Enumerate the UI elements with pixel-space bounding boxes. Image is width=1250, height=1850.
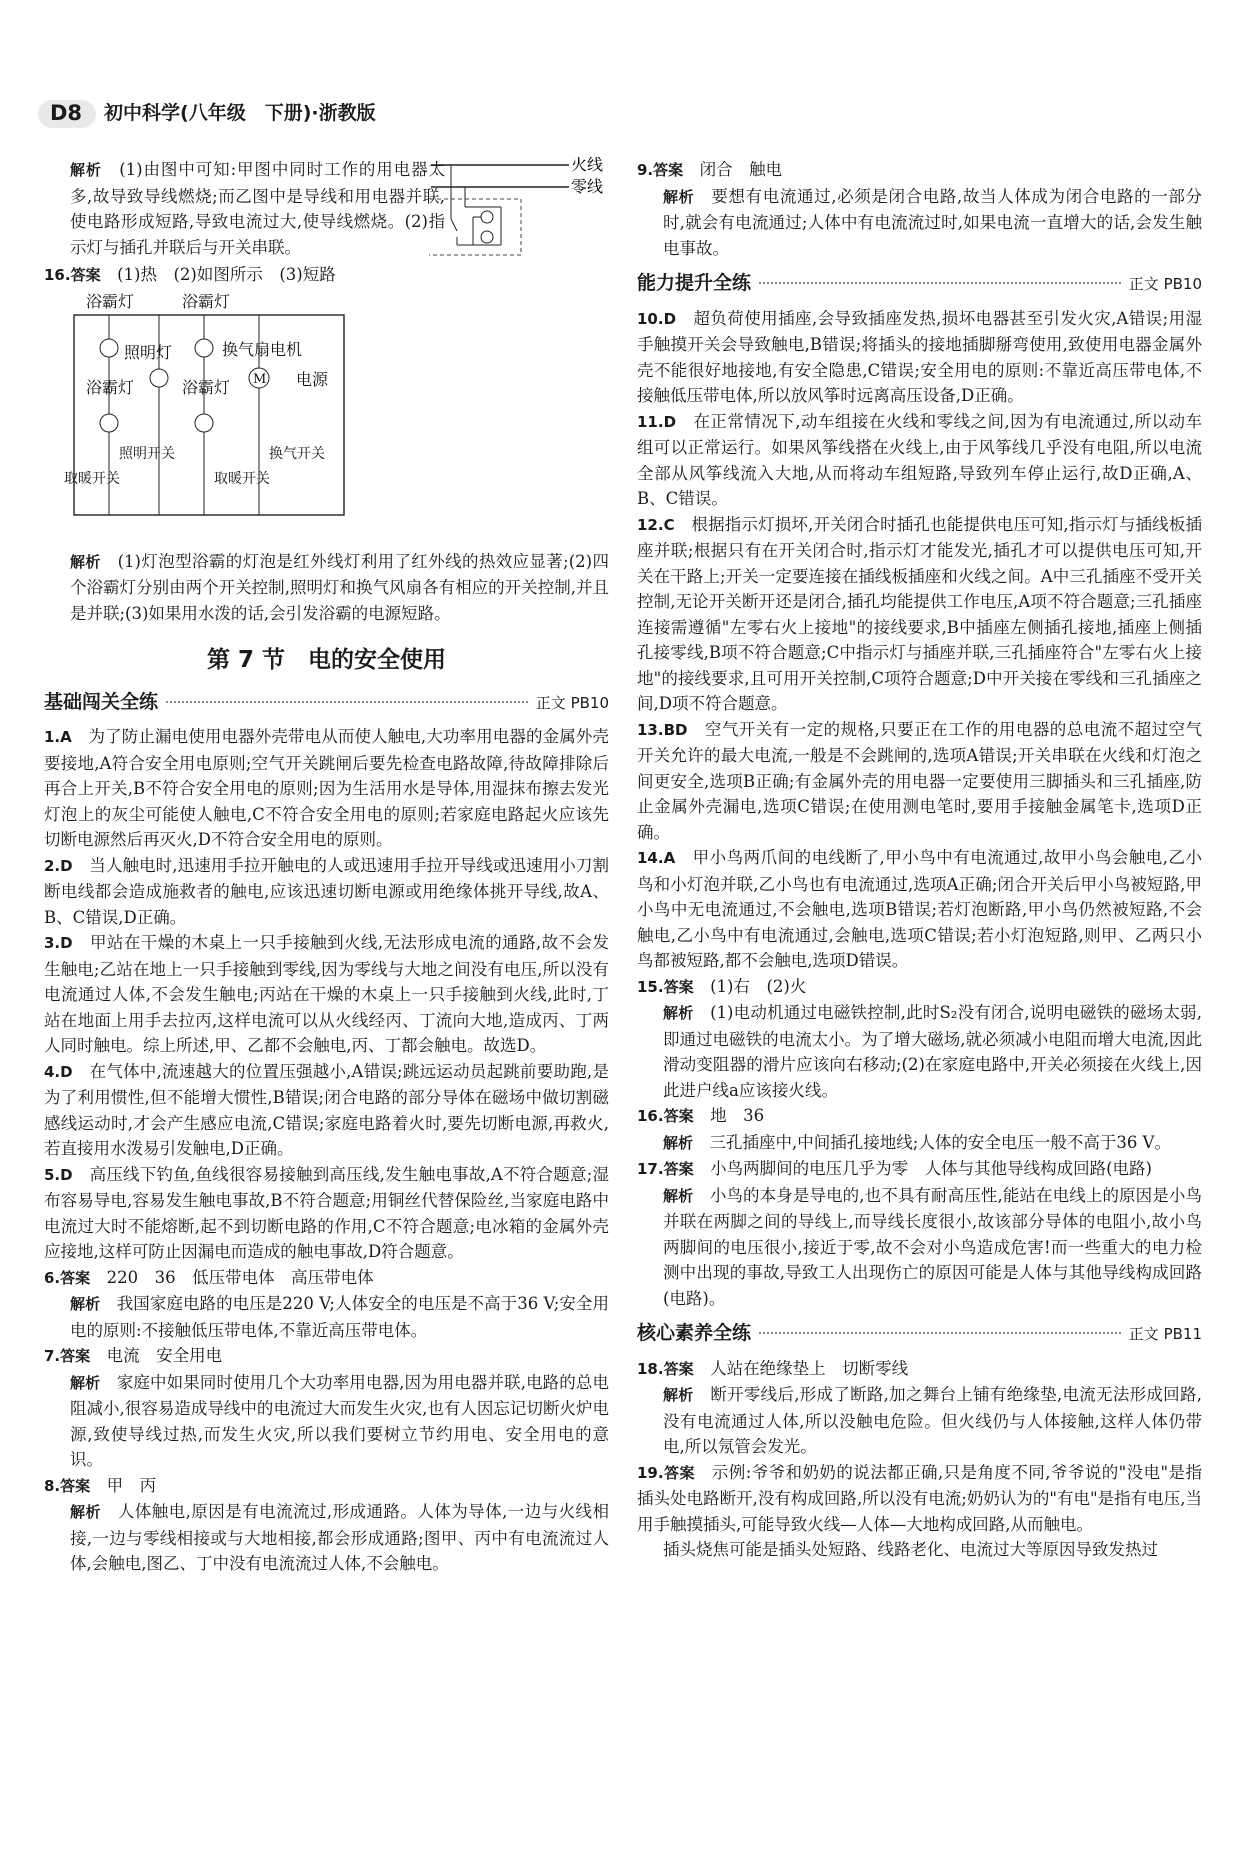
q16r-explanation: 解析 三孔插座中,中间插孔接地线;人体的安全电压一般不高于36 V。 [663, 1132, 1171, 1152]
q7-explanation: 解析 家庭中如果同时使用几个大功率用电器,因为用电器并联,电路的总电阻减小,很容易造成导线中的电流过大而发生火灾,也有人因忘记切断火炉电源,致使导线过热,而发生火灾,所以我们要树立节约用电、安全用电的意识。 [70, 1372, 609, 1469]
page-number: D8 [38, 100, 96, 128]
q15-answer: 15.答案 (1)右 (2)火 [637, 976, 807, 996]
fan-switch-label: 换气开关 [269, 445, 325, 462]
bath-lamp-2 [100, 414, 118, 432]
q18-answer: 18.答案 人站在绝缘垫上 切断零线 [637, 1358, 909, 1378]
q16r-answer: 16.答案 地 36 [637, 1106, 765, 1125]
bath-lamp-3 [195, 339, 213, 357]
bath-heater-circuit-diagram [64, 293, 364, 543]
heating-switch-2-label: 取暖开关 [214, 470, 270, 487]
q17-answer: 17.答案 小鸟两脚间的电压几乎为零 人体与其他导线构成回路(电路) [637, 1159, 1152, 1178]
q6-answer: 6.答案 220 36 低压带电体 高压带电体 [44, 1267, 374, 1287]
lighting-switch-label: 照明开关 [119, 445, 175, 462]
q6-explanation: 解析 我国家庭电路的电压是220 V;人体安全的电压是不高于36 V;安全用电的原则:不接触低压带电体,不靠近高压带电体。 [70, 1294, 609, 1340]
q18-explanation: 解析 断开零线后,形成了断路,加之舞台上铺有绝缘垫,电流无法形成回路,没有电流通过人体,所以没触电危险。但火线仍与人体接触,这样人体仍带电,所以氖管会发光。 [663, 1385, 1202, 1456]
question-item: 10.D 超负荷使用插座,会导致插座发热,损坏电器甚至引发火灾,A错误;用湿手触摸开关会导致触电,B错误;将插头的接地插脚掰弯使用,致使用电器金属外壳不能很好地接地,有安全隐患,C错误;安全用电的原则:不靠近高压带电体,不接触低压带电体,所以放风筝时远离高压设备,D正确。 [637, 308, 1203, 405]
lighting-lamp [150, 369, 168, 387]
q8-explanation: 解析 人体触电,原因是有电流流过,形成通路。人体为导体,一边与火线相接,一边与零线相接或与大地相接,都会形成通路;图甲、丙中有电流流过人体,会触电,图乙、丁中没有电流流过人体,不会触电。 [70, 1502, 609, 1573]
question-item: 3.D 甲站在干燥的木桌上一只手接触到火线,无法形成电流的通路,故不会发生触电;乙站在地上一只手接触到零线,因为零线与大地之间没有电压,所以没有电流通过人体,不会发生触电;丙站在干燥的木桌上一只手接触到火线,此时,丁站在地面上用手去拉丙,这样电流可以从火线经丙、丁流向大地,造成丙、丁两人同时触电。综上所述,甲、乙都不会触电,丙、丁都会触电。故选D。 [44, 933, 609, 1055]
bath-lamp-1-label: 浴霸灯 [86, 292, 135, 311]
q17-explanation: 解析 小鸟的本身是导电的,也不具有耐高压性,能站在电线上的原因是小鸟并联在两脚之间的导线上,而导线长度很小,故该部分导体的电阻小,故小鸟两脚间的电压很小,接近于零,故不会对小鸟造成危害!而一些重大的电力检测中出现的事故,导致工人出现伤亡的原因可能是人体与其他导线构成回路(电路)。 [663, 1185, 1202, 1308]
q9-answer: 9.答案 闭合 触电 [637, 160, 783, 179]
q8-answer: 8.答案 甲 丙 [44, 1475, 157, 1495]
indicator-socket-circuit-diagram [429, 157, 609, 257]
bath-lamp-1 [100, 339, 118, 357]
q16-answer: 16.答案 (1)热 (2)如图所示 (3)短路 [44, 265, 336, 284]
bath-lamp-2-label: 浴霸灯 [86, 377, 135, 397]
fan-motor-label: 换气扇电机 [222, 339, 303, 359]
question-item: 13.BD 空气开关有一定的规格,只要正在工作的用电器的总电流不超过空气开关允许的最大电流,一般是不会跳闸的,选项A错误;开关串联在火线和灯泡之间更安全,选项B正确;有金属外壳的用电器一定要使用三脚插头和三孔插座,防止金属外壳漏电,选项C错误;在使用测电笔时,要用手接触金属笔卡,选项D正确。 [637, 719, 1202, 842]
question-item: 14.A 甲小鸟两爪间的电线断了,甲小鸟中有电流通过,故甲小鸟会触电,乙小鸟和小灯泡并联,乙小鸟也有电流通过,选项A正确;闭合开关后甲小鸟被短路,甲小鸟中无电流通过,不会触电,选项B错误;若灯泡断路,甲小鸟仍然被短路,不会触电,乙小鸟中有电流通过,会触电,选项C错误;若小灯泡短路,则甲、乙两只小鸟都被短路,都不会触电,选项D错误。 [637, 848, 1202, 970]
q19-answer: 19.答案 示例:爷爷和奶奶的说法都正确,只是角度不同,爷爷说的"没电"是指插头处电路断开,没有构成回路,所以没有电流;奶奶认为的"有电"是指有电压,当用手触摸插头,可能导致火线—人体—大地构成回路,从而触电。 [637, 1462, 1202, 1534]
q15-explanation-block [44, 157, 609, 260]
question-item: 4.D 在气体中,流速越大的位置压强越小,A错误;跳远运动员起跳前要助跑,是为了利用惯性,但不能增大惯性,B错误;闭合电路的部分导体在磁场中做切割磁感线运动时,才会产生感应电流,C错误;家庭电路着火时,要先切断电源,再救火,若直接用水泼易引发触电,D正确。 [44, 1061, 609, 1158]
neutral-wire-label: 零线 [571, 177, 604, 196]
svg-text:M: M [253, 371, 267, 387]
q16-explanation: 解析 (1)灯泡型浴霸的灯泡是红外线灯利用了红外线的热效应显著;(2)四个浴霸灯分别由两个开关控制,照明灯和换气风扇各有相应的开关控制,并且是并联;(3)如果用水泼的话,会引发浴霸的电源短路。 [70, 551, 609, 623]
power-source-label: 电源 [296, 369, 329, 389]
page-header [38, 100, 376, 128]
right-column [637, 157, 1202, 1563]
lighting-lamp-label: 照明灯 [124, 342, 173, 362]
left-column [44, 157, 609, 1577]
question-item: 11.D 在正常情况下,动车组接在火线和零线之间,因为有电流通过,所以动车组可以正常运行。如果风筝线搭在火线上,由于风筝线几乎没有电阻,所以电流全部从风筝线流入大地,从而将动车组短路,导致列车停止运行,故D正确,A、B、C错误。 [637, 411, 1202, 508]
section-core: 核心素养全练 正文 PB11 [637, 1322, 1202, 1344]
bath-lamp-4-label: 浴霸灯 [182, 377, 231, 397]
book-title: 初中科学(八年级 下册)·浙教版 [104, 102, 376, 124]
question-item: 1.A 为了防止漏电使用电器外壳带电从而使人触电,大功率用电器的金属外壳要接地,A符合安全用电原则;空气开关跳闸后要先检查电路故障,待故障排除后再合上开关,B不符合安全用电的原则;因为生活用水是导体,用湿抹布擦去发光灯泡上的灰尘可能使人触电,C不符合安全用电的原则;若家庭电路起火应该先切断电源然后再灭火,D不符合安全用电的原则。 [44, 727, 610, 849]
heating-switch-1-label: 取暖开关 [64, 470, 120, 487]
question-item: 5.D 高压线下钓鱼,鱼线很容易接触到高压线,发生触电事故,A不符合题意;湿布容易导电,容易发生触电事故,B不符合题意;用铜丝代替保险丝,当家庭电路中电流过大时不能熔断,起不到切断电路的作用,C不符合题意;电冰箱的金属外壳应接地,这样可防止因漏电而造成的触电事故,D符合题意。 [44, 1164, 609, 1261]
bath-lamp-3-label: 浴霸灯 [182, 292, 231, 311]
q19-tail: 插头烧焦可能是插头处短路、线路老化、电流过大等原因导致发热过 [663, 1540, 1158, 1559]
question-item: 2.D 当人触电时,迅速用手拉开触电的人或迅速用手拉开导线或迅速用小刀割断电线都会造成施救者的触电,应该迅速切断电源或用绝缘体挑开导线,故A、B、C错误,D正确。 [44, 855, 610, 927]
live-wire-label: 火线 [571, 157, 604, 174]
chapter-title: 第 7 节 电的安全使用 [206, 647, 447, 673]
section-basic: 基础闯关全练 正文 PB10 [44, 690, 609, 713]
bath-lamp-4 [195, 414, 213, 432]
q15-explanation: 解析 (1)由图中可知:甲图中同时工作的用电器太多,故导致导线燃烧;而乙图中是导线和用电器并联,使电路形成短路,导致电流过大,使导线燃烧。(2)指示灯与插孔并联后与开关串联。 [70, 160, 446, 257]
section-ability: 能力提升全练 正文 PB10 [637, 272, 1202, 294]
q7-answer: 7.答案 电流 安全用电 [44, 1346, 223, 1365]
q15r-explanation: 解析 (1)电动机通过电磁铁控制,此时S₂没有闭合,说明电磁铁的磁场太弱,即通过电磁铁的电流太小。为了增大磁场,就必须减小电阻而增大电流,因此滑动变阻器的滑片应该向右移动;(2)在家庭电路中,开关必须接在火线上,因此进户线a应该接火线。 [663, 1003, 1203, 1100]
question-item: 12.C 根据指示灯损坏,开关闭合时插孔也能提供电压可知,指示灯与插线板插座并联;根据只有在开关闭合时,指示灯才能发光,插孔才可以提供电压可知,开关在干路上;开关一定要连接在插线板插座和火线之间。A中三孔插座不受开关控制,无论开关断开还是闭合,插孔均能提供工作电压,A项不符合题意;三孔插座连接需遵循"左零右火上接地"的接线要求,B中插座左侧插孔接地,插座上侧插孔接零线,B项不符合题意;C中指示灯与插座并联,三孔插座符合"左零右火上接地"的接线要求,且可用开关控制,C项符合题意;D中开关接在零线和三孔插座之间,D项不符合题意。 [637, 514, 1202, 713]
q9-explanation: 解析 要想有电流通过,必须是闭合电路,故当人体成为闭合电路的一部分时,就会有电流通过;人体中有电流流过时,如果电流一直增大的话,会发生触电事故。 [663, 186, 1202, 258]
